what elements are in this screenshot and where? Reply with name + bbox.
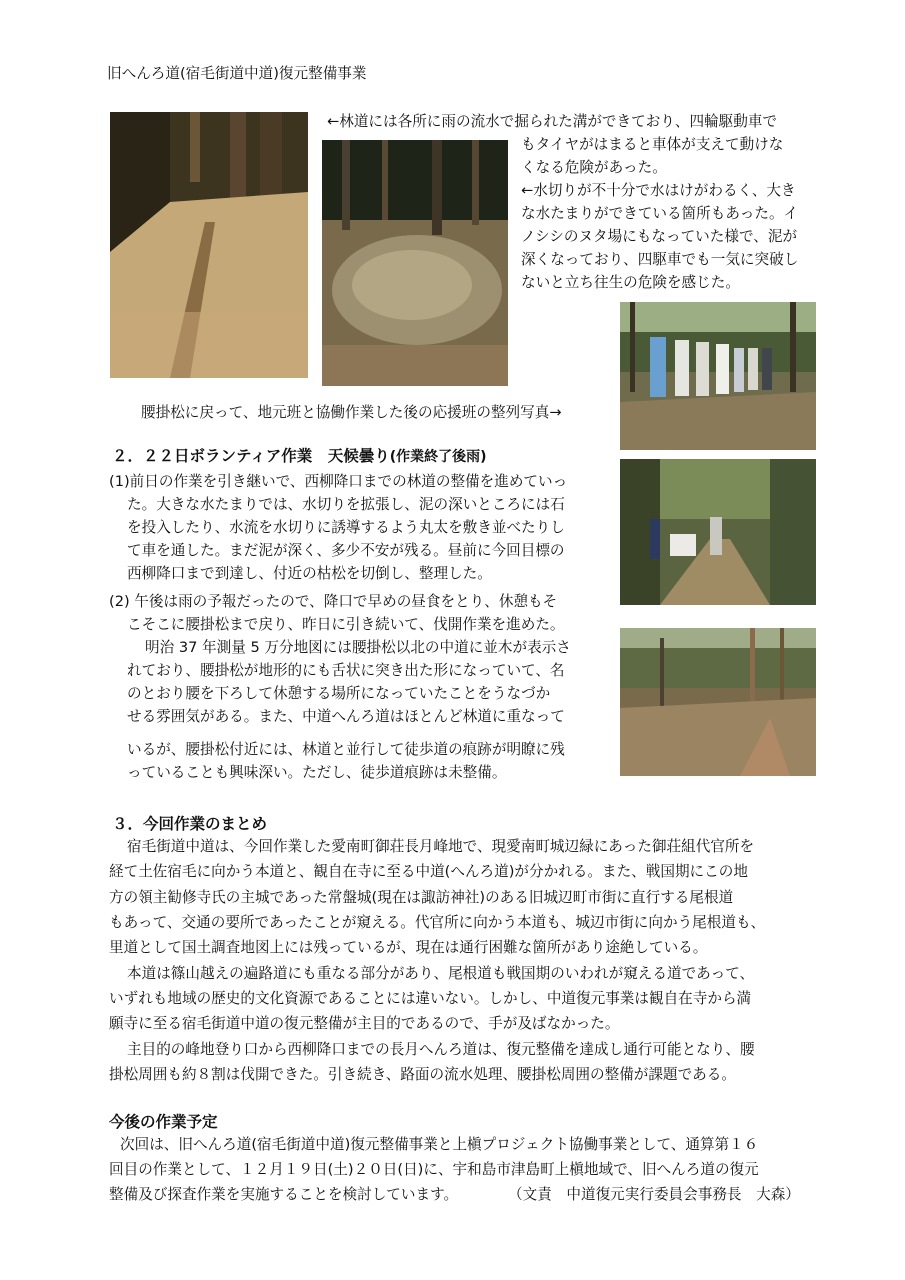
section2-line: (2) 午後は雨の予報だったので、降口で早めの昼食をとり、休憩もそ — [109, 593, 558, 610]
section3-line: 方の領主勧修寺氏の主城であった常盤城(現在は諏訪神社)のある旧城辺町市街に直行する尾根道 — [109, 889, 734, 906]
schedule-line: 整備及び探査作業を実施することを検討しています。 — [109, 1186, 459, 1203]
section2-heading-text: ２．２２日ボランティア作業 天候曇り — [112, 447, 390, 465]
caption-line: ←水切りが不十分で水はけがわるく、大き — [521, 182, 796, 199]
caption-line: くなる危険があった。 — [521, 159, 667, 176]
section3-line: 里道として国土調査地図上には残っているが、現在は通行困難な箇所があり途絶している。 — [109, 939, 708, 956]
page-title: 旧へんろ道(宿毛街道中道)復元整備事業 — [107, 65, 367, 82]
section2-line: せる雰囲気がある。また、中道へんろ道はほとんど林道に重なって — [127, 708, 565, 725]
caption-line: な水たまりができている箇所もあった。イ — [521, 205, 799, 222]
schedule-line: 回目の作業として、１２月１９日(土)２０日(日)に、宇和島市津島町上槇地域で、旧へんろ道の復元 — [109, 1161, 759, 1178]
caption-line: 深くなっており、四駆車でも一気に突破し — [521, 251, 799, 268]
schedule-line: 次回は、旧へんろ道(宿毛街道中道)復元整備事業と上槇プロジェクト協働事業として、通算第１６ — [120, 1136, 759, 1153]
forest-road-gully-photo — [110, 112, 308, 378]
section3-line: 宿毛街道中道は、今回作業した愛南町御荘長月峰地で、現愛南町城辺緑にあった御荘組代官所を — [127, 838, 755, 855]
section2-line: れており、腰掛松が地形的にも舌状に突き出た形になっていて、名 — [127, 662, 565, 679]
caption-line: ノシシのヌタ場にもなっていた様で、泥が — [521, 228, 798, 245]
section2-line: (1)前日の作業を引き継いで、西柳降口までの林道の整備を進めていっ — [109, 473, 568, 490]
section2-line: こそこに腰掛松まで戻り、昨日に引き続いて、伐開作業を進めた。 — [127, 616, 565, 633]
section2-line: 明治 37 年測量 5 万分地図には腰掛松以北の中道に並木が表示さ — [145, 639, 571, 656]
section2-line: っていることも興味深い。ただし、徒歩道痕跡は未整備。 — [127, 764, 507, 781]
road-work-truck-photo — [620, 459, 816, 605]
section2-heading — [112, 444, 487, 466]
section3-line: 掛松周囲も約８割は伐開できた。引き続き、路面の流水処理、腰掛松周囲の整備が課題である。 — [109, 1066, 736, 1083]
section3-line: もあって、交通の要所であったことが窺える。代官所に向かう本道も、城辺市街に向かう尾根道も、 — [109, 914, 766, 931]
forest-puddle-photo — [322, 140, 508, 386]
section2-line: た。大きな水たまりでは、水切りを拡張し、泥の深いところには石 — [127, 496, 565, 513]
section3-line: 願寺に至る宿毛街道中道の復元整備が主目的であるので、手が及ばなかった。 — [109, 1015, 620, 1032]
caption-line: ないと立ち往生の危険を感じた。 — [521, 274, 740, 291]
section3-line: 主目的の峰地登り口から西柳降口までの長月へんろ道は、復元整備を達成し通行可能となり、腰 — [127, 1041, 755, 1058]
cleared-forest-photo — [620, 628, 816, 776]
section2-line: のとおり腰を下ろして休憩する場所になっていたことをうなづか — [127, 685, 551, 702]
group-lineup-photo — [620, 302, 816, 450]
caption-line: ←林道には各所に雨の流水で掘られた溝ができており、四輪駆動車で — [327, 113, 778, 130]
section2-line: を投入したり、水流を水切りに誘導するよう丸太を敷き並べたりし — [127, 519, 565, 536]
group-photo-caption: 腰掛松に戻って、地元班と協働作業した後の応援班の整列写真→ — [141, 404, 562, 421]
caption-line: もタイヤがはまると車体が支えて動けな — [521, 136, 784, 153]
section2-line: いるが、腰掛松付近には、林道と並行して徒歩道の痕跡が明瞭に残 — [127, 741, 565, 758]
section2-line: て車を通した。まだ泥が深く、多少不安が残る。昼前に今回目標の — [127, 542, 565, 559]
section2-heading-note: (作業終了後雨) — [389, 449, 487, 465]
schedule-heading: 今後の作業予定 — [109, 1113, 218, 1131]
author-credit: （文責 中道復元実行委員会事務長 大森） — [508, 1186, 800, 1203]
section2-line: 西柳降口まで到達し、付近の枯松を切倒し、整理した。 — [127, 565, 492, 582]
section3-heading: ３．今回作業のまとめ — [112, 815, 268, 833]
section3-line: 本道は篠山越えの遍路道にも重なる部分があり、尾根道も戦国期のいわれが窺える道であって、 — [127, 965, 755, 982]
section3-line: 経て土佐宿毛に向かう本道と、観自在寺に至る中道(へんろ道)が分かれる。また、戦国期にこの地 — [109, 863, 748, 880]
section3-line: いずれも地域の歴史的文化資源であることには違いない。しかし、中道復元事業は観自在寺から満 — [109, 990, 752, 1007]
